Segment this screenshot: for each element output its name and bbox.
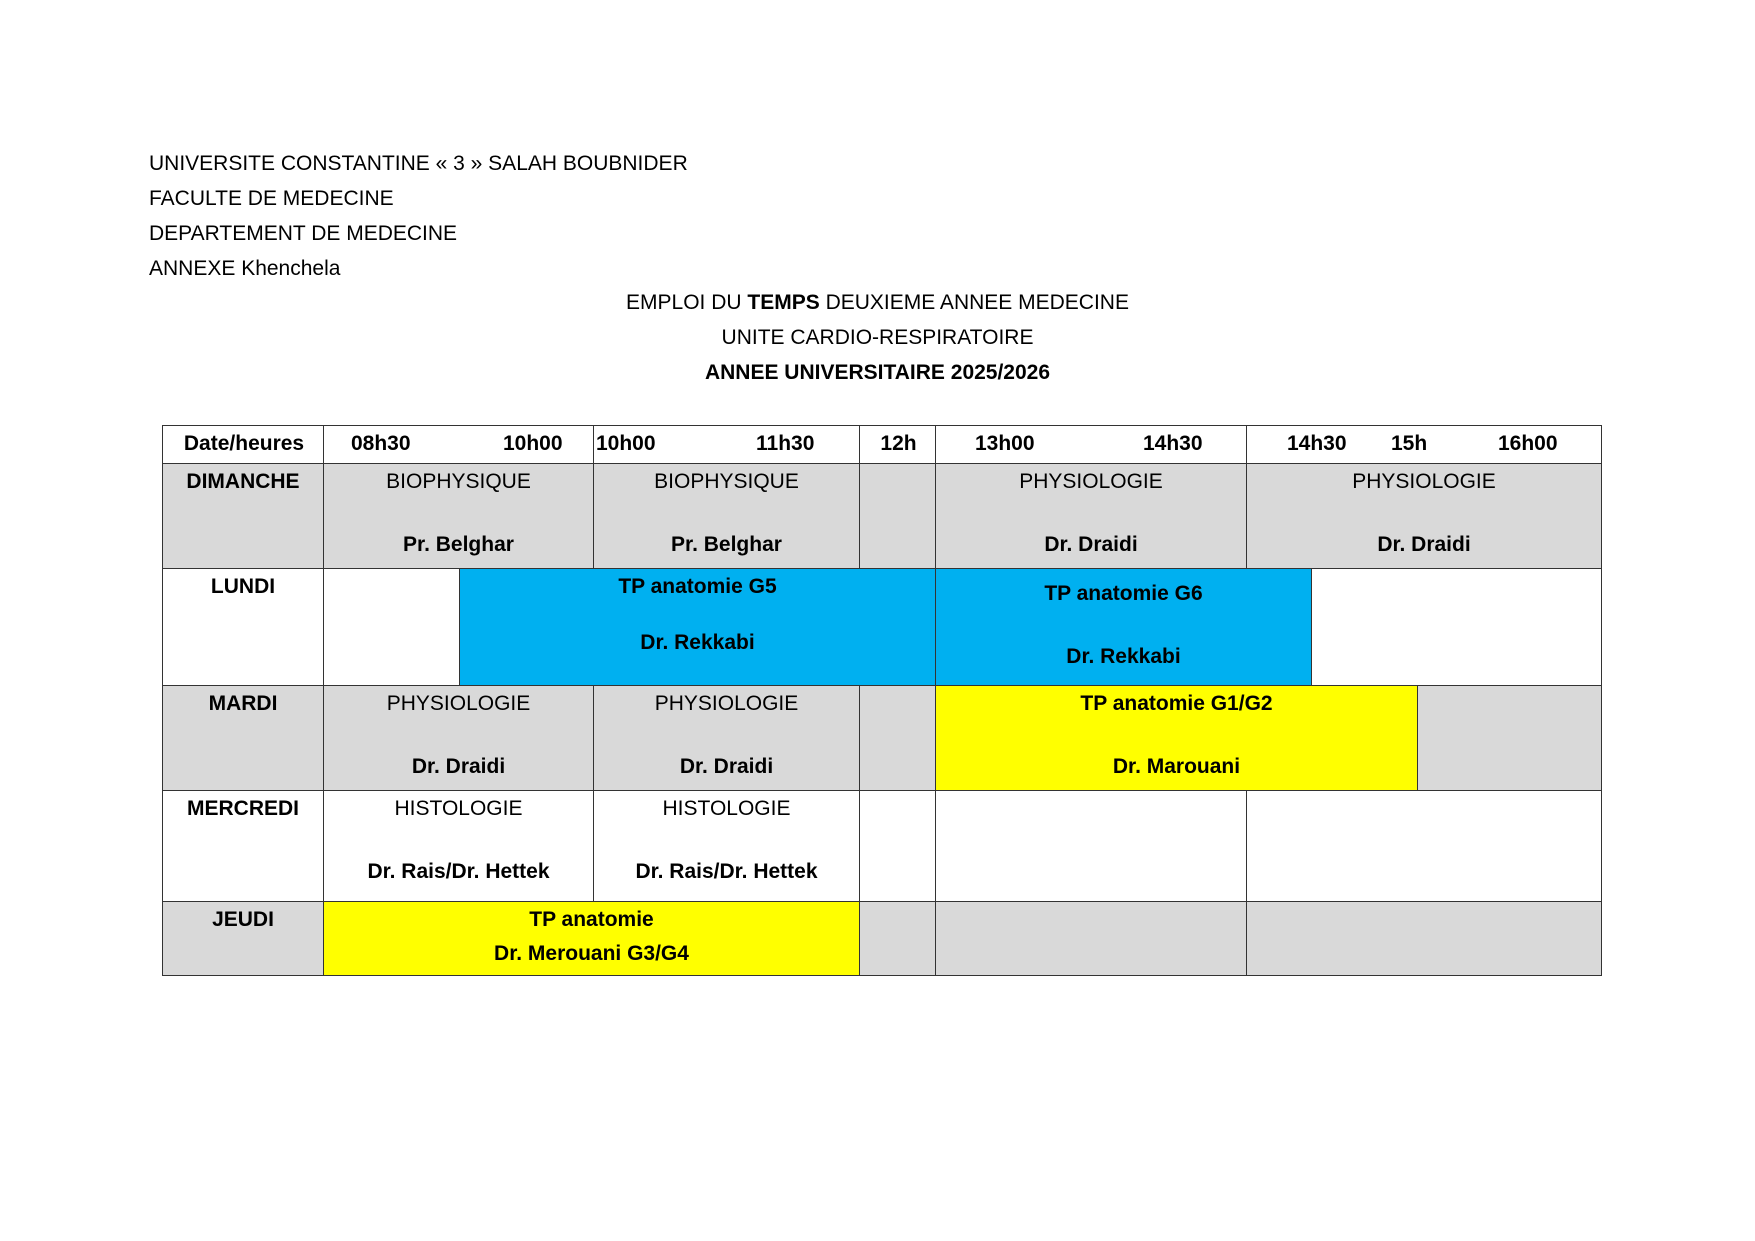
header-slot-1 xyxy=(323,425,594,464)
course-cell xyxy=(459,568,936,686)
day-mardi xyxy=(162,685,324,791)
course-cell xyxy=(323,685,594,791)
empty-cell xyxy=(859,901,936,976)
empty-cell xyxy=(323,568,460,686)
academic-year: ANNEE UNIVERSITAIRE 2025/2026 xyxy=(704,361,1051,384)
course-teacher: Dr. Draidi xyxy=(411,755,506,778)
annex-name: ANNEXE Khenchela xyxy=(149,257,341,280)
course-cell xyxy=(935,568,1312,686)
empty-cell xyxy=(935,790,1247,902)
unit-title: UNITE CARDIO-RESPIRATOIRE xyxy=(721,326,1034,349)
day-dimanche xyxy=(162,463,324,569)
time-1600: 16h00 xyxy=(1498,432,1558,455)
title-part-a: EMPLOI DU xyxy=(626,291,748,314)
faculty-name: FACULTE DE MEDECINE xyxy=(149,187,394,210)
course-subject: BIOPHYSIQUE xyxy=(386,470,531,493)
course-cell xyxy=(323,790,594,902)
title-part-b: TEMPS xyxy=(747,291,820,314)
empty-cell xyxy=(859,685,936,791)
department-name: DEPARTEMENT DE MEDECINE xyxy=(149,222,458,245)
course-teacher: Dr. Marouani xyxy=(1112,755,1241,778)
day-jeudi xyxy=(162,901,324,976)
course-cell xyxy=(935,685,1418,791)
empty-cell xyxy=(1311,568,1602,686)
day-label: LUNDI xyxy=(210,575,276,598)
course-subject: TP anatomie xyxy=(529,908,654,931)
course-teacher: Dr. Merouani G3/G4 xyxy=(494,942,689,965)
course-cell xyxy=(323,901,860,976)
course-subject: TP anatomie G1/G2 xyxy=(1080,692,1273,715)
course-cell xyxy=(593,790,860,902)
course-teacher: Pr. Belghar xyxy=(403,533,514,556)
empty-cell xyxy=(1246,901,1602,976)
empty-cell xyxy=(1246,790,1602,902)
time-1130: 11h30 xyxy=(756,432,815,455)
timetable xyxy=(162,425,1602,976)
course-teacher: Pr. Belghar xyxy=(671,533,782,556)
day-lundi xyxy=(162,568,324,686)
course-subject: BIOPHYSIQUE xyxy=(654,470,799,493)
course-subject: HISTOLOGIE xyxy=(394,797,523,820)
header-date-label: Date/heures xyxy=(183,432,305,455)
course-teacher: Dr. Draidi xyxy=(679,755,774,778)
course-subject: PHYSIOLOGIE xyxy=(1019,470,1163,493)
header-slot-3 xyxy=(935,425,1247,464)
course-teacher: Dr. Rekkabi xyxy=(1066,645,1181,668)
time-0830: 08h30 xyxy=(351,432,411,455)
day-label: MARDI xyxy=(208,692,278,715)
course-teacher: Dr. Draidi xyxy=(1377,533,1471,556)
empty-cell xyxy=(859,463,936,569)
time-1000-b: 10h00 xyxy=(596,432,656,455)
time-12: 12h xyxy=(880,432,917,455)
course-teacher: Dr. Rekkabi xyxy=(640,631,755,654)
title-part-c: DEUXIEME ANNEE MEDECINE xyxy=(819,291,1129,314)
course-cell xyxy=(1246,463,1602,569)
course-subject: PHYSIOLOGIE xyxy=(1352,470,1496,493)
course-cell xyxy=(323,463,594,569)
course-subject: TP anatomie G6 xyxy=(1044,582,1203,605)
course-cell xyxy=(593,463,860,569)
time-1000-a: 10h00 xyxy=(503,432,563,455)
schedule-title xyxy=(0,291,1755,315)
course-subject: PHYSIOLOGIE xyxy=(386,692,531,715)
course-cell xyxy=(935,463,1247,569)
empty-cell xyxy=(1417,685,1602,791)
course-teacher: Dr. Rais/Dr. Hettek xyxy=(635,860,818,883)
time-1430-b: 14h30 xyxy=(1287,432,1347,455)
header-slot-noon xyxy=(859,425,936,464)
time-1430-a: 14h30 xyxy=(1143,432,1203,455)
university-name: UNIVERSITE CONSTANTINE « 3 » SALAH BOUBNIDER xyxy=(149,152,688,175)
course-subject: TP anatomie G5 xyxy=(618,575,777,598)
empty-cell xyxy=(935,901,1247,976)
header-slot-4 xyxy=(1246,425,1602,464)
course-cell xyxy=(593,685,860,791)
day-label: DIMANCHE xyxy=(186,470,300,493)
header-date-cell xyxy=(162,425,324,464)
course-subject: HISTOLOGIE xyxy=(662,797,791,820)
course-teacher: Dr. Draidi xyxy=(1044,533,1138,556)
course-teacher: Dr. Rais/Dr. Hettek xyxy=(367,860,550,883)
day-label: MERCREDI xyxy=(186,797,299,820)
time-15: 15h xyxy=(1391,432,1428,455)
empty-cell xyxy=(859,790,936,902)
day-label: JEUDI xyxy=(212,908,274,931)
day-mercredi xyxy=(162,790,324,902)
header-slot-2 xyxy=(593,425,860,464)
time-1300: 13h00 xyxy=(975,432,1035,455)
course-subject: PHYSIOLOGIE xyxy=(654,692,799,715)
